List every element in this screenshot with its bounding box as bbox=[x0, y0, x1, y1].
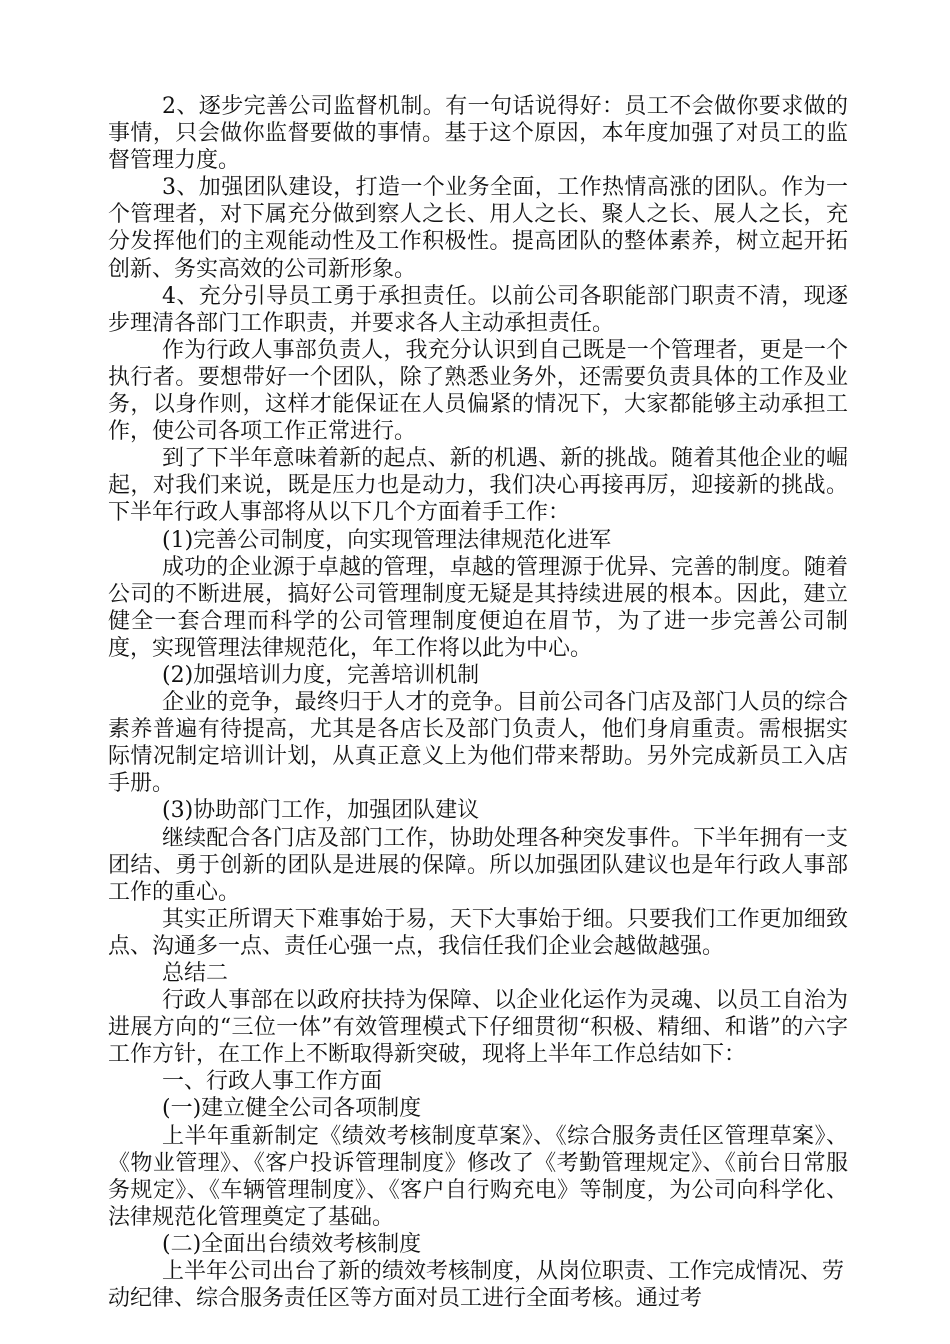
heading-item-2: (2)加强培训力度，完善培训机制 bbox=[162, 662, 480, 688]
paragraph-supervision: 2、逐步完善公司监督机制。有一句话说得好：员工不会做你要求做的事情，只会做你监督要做的事情。基于这个原因，本年度加强了对员工的监督管理力度。 bbox=[108, 94, 848, 174]
heading-subsection-two: (二)全面出台绩效考核制度 bbox=[162, 1231, 422, 1257]
paragraph-team-building: 3、加强团队建设，打造一个业务全面，工作热情高涨的团队。作为一个管理者，对下属充分做到察人之长、用人之长、聚人之长、展人之长，充分发挥他们的主观能动性及工作积极性。提高团队的整体素养，树立起开拓创新、务实高效的公司新形象。 bbox=[108, 175, 848, 282]
paragraph-training: 企业的竞争，最终归于人才的竞争。目前公司各门店及部门人员的综合素养普遍有待提高，尤其是各店长及部门负责人，他们身肩重责。需根据实际情况制定培训计划，从真正意义上为他们带来帮助。另外完成新员工入店手册。 bbox=[108, 690, 848, 797]
paragraph-regulations: 上半年重新制定《绩效考核制度草案》、《综合服务责任区管理草案》、《物业管理》、《客户投诉管理制度》修改了《考勤管理规定》、《前台日常服务规定》、《车辆管理制度》、《客户自行购充电》等制度，为公司向科学化、法律规范化管理奠定了基础。 bbox=[108, 1123, 848, 1230]
paragraph-conclusion: 其实正所谓天下难事始于易，天下大事始于细。只要我们工作更加细致点、沟通多一点、责任心强一点，我信任我们企业会越做越强。 bbox=[108, 906, 848, 959]
heading-item-3: (3)协助部门工作，加强团队建议 bbox=[162, 798, 480, 824]
paragraph-management-system: 成功的企业源于卓越的管理，卓越的管理源于优异、完善的制度。随着公司的不断进展，搞好公司管理制度无疑是其持续进展的根本。因此，建立健全一套合理而科学的公司管理制度便迫在眉节，为了进一步完善公司制度，实现管理法律规范化，年工作将以此为中心。 bbox=[108, 554, 848, 661]
heading-section-one: 一、行政人事工作方面 bbox=[162, 1069, 383, 1095]
paragraph-summary-intro: 行政人事部在以政府扶持为保障、以企业化运作为灵魂、以员工自治为进展方向的“三位一体”有效管理模式下仔细贯彻“积极、精细、和谐”的六字工作方针，在工作上不断取得新突破，现将上半年工作总结如下： bbox=[108, 988, 848, 1068]
paragraph-assist-departments: 继续配合各门店及部门工作，协助处理各种突发事件。下半年拥有一支团结、勇于创新的团队是进展的保障。所以加强团队建议也是年行政人事部工作的重心。 bbox=[108, 825, 848, 905]
document-page bbox=[108, 93, 848, 1312]
heading-item-1: (1)完善公司制度，向实现管理法律规范化进军 bbox=[162, 527, 612, 553]
heading-summary-two: 总结二 bbox=[162, 961, 229, 986]
paragraph-department-head: 作为行政人事部负责人，我充分认识到自己既是一个管理者，更是一个执行者。要想带好一个团队，除了熟悉业务外，还需要负责具体的工作及业务，以身作则，这样才能保证在人员偏紧的情况下，大家都能够主动承担工作，使公司各项工作正常进行。 bbox=[108, 337, 848, 445]
paragraph-second-half-plan: 到了下半年意味着新的起点、新的机遇、新的挑战。随着其他企业的崛起，对我们来说，既是压力也是动力，我们决心再接再厉，迎接新的挑战。下半年行政人事部将从以下几个方面着手工作： bbox=[108, 446, 848, 526]
paragraph-responsibility: 4、充分引导员工勇于承担责任。以前公司各职能部门职责不清，现逐步理清各部门工作职责，并要求各人主动承担责任。 bbox=[108, 283, 848, 336]
heading-subsection-one: (一)建立健全公司各项制度 bbox=[162, 1096, 422, 1122]
paragraph-performance-review: 上半年公司出台了新的绩效考核制度，从岗位职责、工作完成情况、劳动纪律、综合服务责任区等方面对员工进行全面考核。通过考 bbox=[108, 1259, 845, 1312]
